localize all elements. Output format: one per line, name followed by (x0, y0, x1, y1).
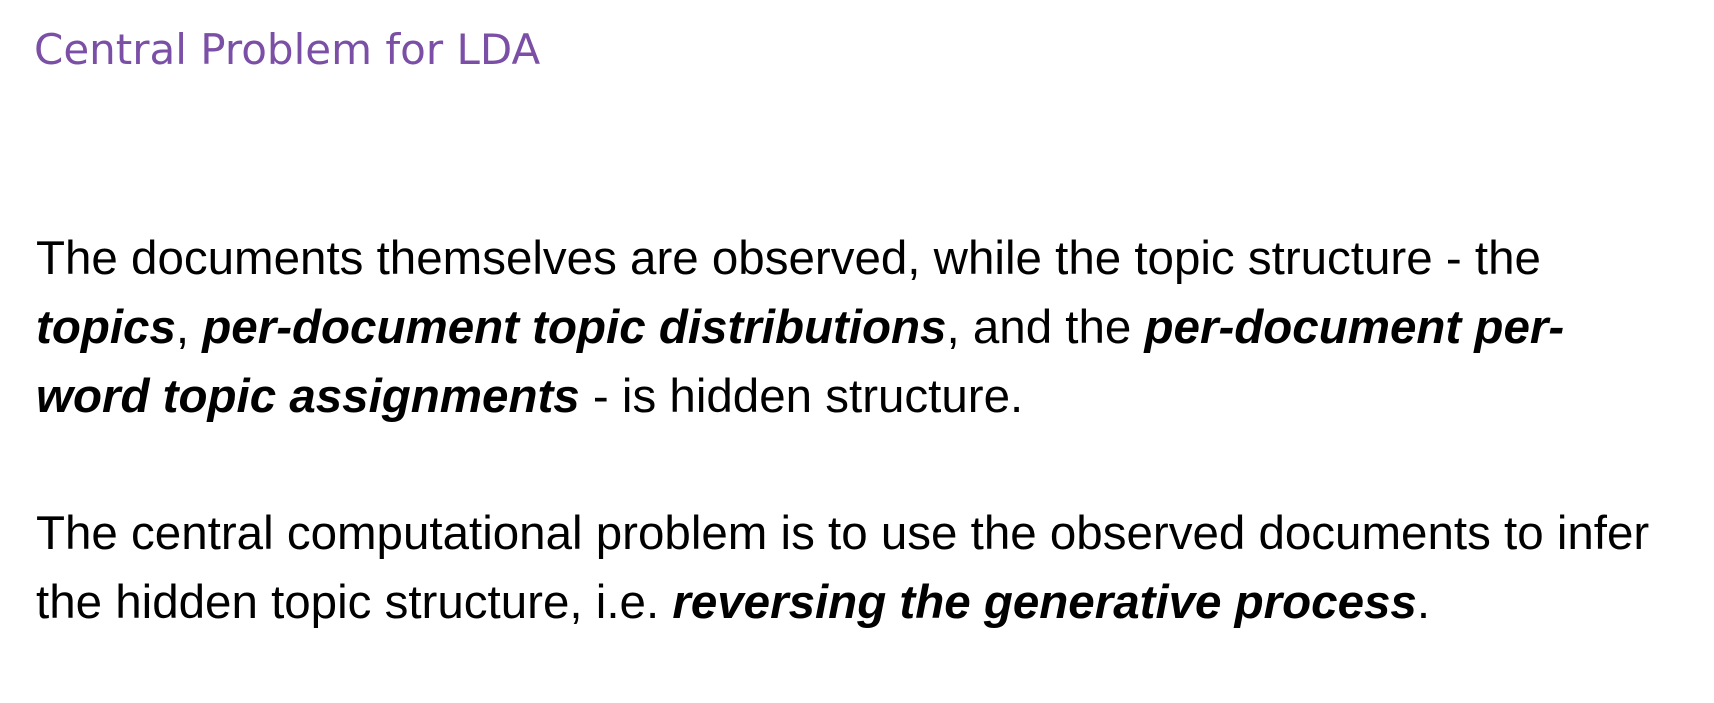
paragraph-1-separator: , (175, 301, 203, 354)
emphasis-per-document-topic-distributions: per-document topic distributions (202, 301, 947, 354)
paragraph-1-text-end: - is hidden structure. (579, 370, 1024, 423)
paragraph-hidden-structure (36, 224, 1676, 431)
paragraph-1-text-middle: , and the (946, 301, 1145, 354)
emphasis-topics: topics (36, 301, 176, 354)
paragraph-central-problem (36, 499, 1676, 637)
slide-title: Central Problem for LDA (34, 25, 541, 74)
emphasis-per-word-topic-assignments: per-document per-word topic assignments (36, 301, 1565, 423)
paragraph-2-period: . (1416, 576, 1431, 629)
emphasis-reversing-generative-process: reversing the generative process (672, 576, 1417, 629)
paragraph-2-text: The central computational problem is to use the observed documents to infer the hidden topic structure, i.e. (36, 507, 1650, 629)
paragraph-1-text: The documents themselves are observed, while the topic structure - the (36, 232, 1541, 285)
